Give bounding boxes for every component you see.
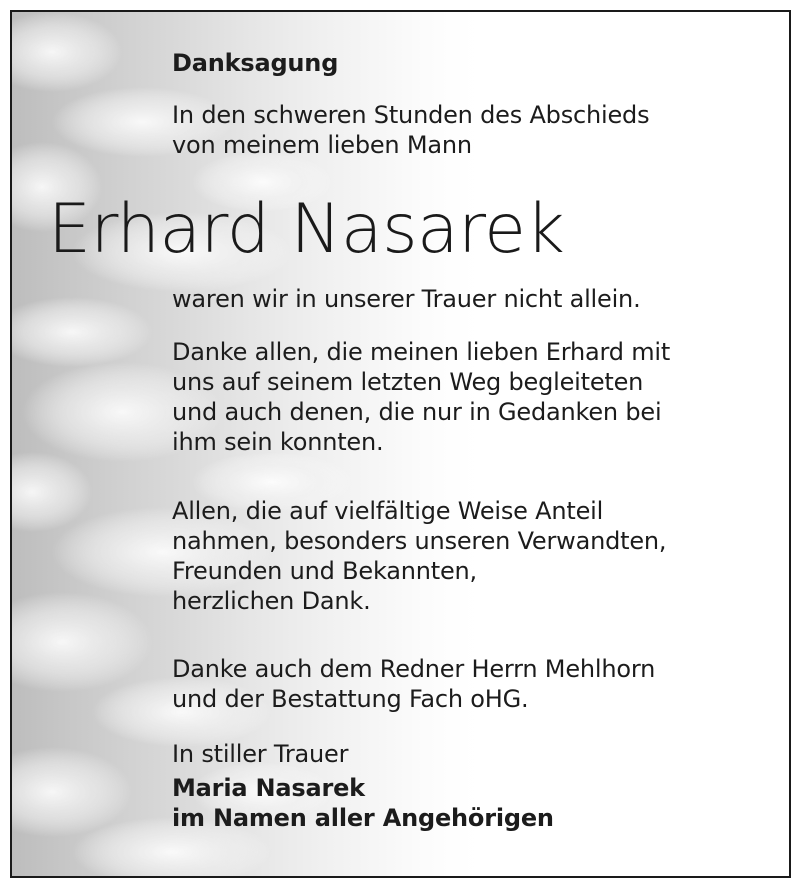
text-line: uns auf seinem letzten Weg begleiteten <box>172 368 644 396</box>
obituary-notice <box>10 10 791 878</box>
text-line: Danke auch dem Redner Herrn Mehlhorn <box>172 655 656 683</box>
line-after-name: waren wir in unserer Trauer nicht allein. <box>172 285 641 313</box>
text-line: herzlichen Dank. <box>172 587 371 615</box>
intro-text <box>172 100 649 160</box>
signature <box>172 773 554 833</box>
deceased-name: Erhard Nasarek <box>48 190 565 269</box>
text-line: und auch denen, die nur in Gedanken bei <box>172 398 662 426</box>
text-line: In den schweren Stunden des Abschieds <box>172 101 650 129</box>
text-line: Freunden und Bekannten, <box>172 557 477 585</box>
closing-text: In stiller Trauer <box>172 740 349 768</box>
heading: Danksagung <box>172 49 339 77</box>
text-line: nahmen, besonders unseren Verwandten, <box>172 527 667 555</box>
text-line: Allen, die auf vielfältige Weise Anteil <box>172 497 604 525</box>
text-line: von meinem lieben Mann <box>172 131 472 159</box>
paragraph-thanks <box>172 337 670 457</box>
paragraph-speaker <box>172 654 655 714</box>
paragraph-participation <box>172 496 666 616</box>
signature-line: im Namen aller Angehörigen <box>172 804 554 832</box>
text-line: ihm sein konnten. <box>172 428 384 456</box>
text-line: und der Bestattung Fach oHG. <box>172 685 529 713</box>
signature-name: Maria Nasarek <box>172 774 365 802</box>
text-line: Danke allen, die meinen lieben Erhard mit <box>172 338 671 366</box>
